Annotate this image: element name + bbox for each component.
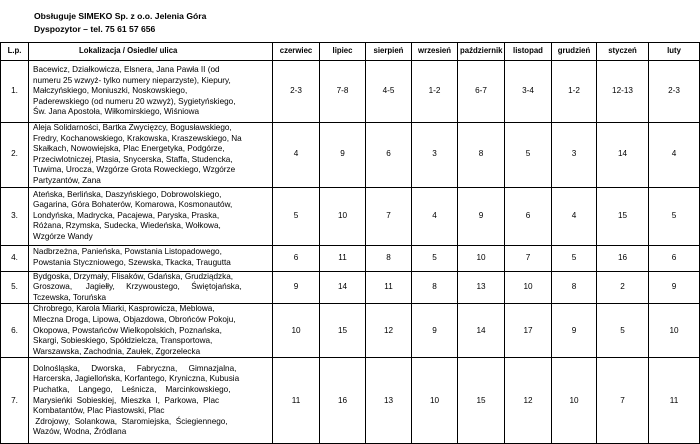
- header-row: [1, 43, 700, 61]
- row-number: 6.: [1, 304, 29, 358]
- value-grudzien: 3: [552, 123, 597, 188]
- value-listopad: 6: [505, 187, 552, 245]
- location-line: numeru 25 wzwyż- tylko numery nieparzyste), Kiepury,: [33, 75, 231, 85]
- location-cell: [29, 61, 273, 123]
- value-czerwiec: 2-3: [273, 61, 320, 123]
- value-listopad: 10: [505, 271, 552, 304]
- value-wrzesien: 10: [412, 358, 458, 444]
- value-listopad: 3-4: [505, 61, 552, 123]
- col-grudzien: grudzień: [552, 43, 597, 61]
- value-luty: 2-3: [649, 61, 700, 123]
- value-grudzien: 4: [552, 187, 597, 245]
- value-czerwiec: 9: [273, 271, 320, 304]
- location-line: Aleja Solidarności, Bartka Zwycięzcy, Bogusławskiego,: [33, 123, 232, 132]
- value-sierpien: 4-5: [366, 61, 412, 123]
- value-grudzien: 10: [552, 358, 597, 444]
- row-number: 7.: [1, 358, 29, 444]
- location-line: Fredry, Kochanowskiego, Krakowska, Kraszewskiego, Na: [33, 133, 242, 143]
- value-listopad: 5: [505, 123, 552, 188]
- location-line: Nadbrzeżna, Panieńska, Powstania Listopadowego,: [33, 247, 222, 257]
- location-line: Tczewska, Toruńska: [33, 292, 107, 302]
- row-number: 5.: [1, 271, 29, 304]
- value-grudzien: 1-2: [552, 61, 597, 123]
- location-line: Powstania Styczniowego, Szewska, Tkacka, Traugutta: [33, 258, 231, 268]
- location-line: Paderewskiego (od numeru 20 wzwyż), Sygietyńskiego,: [33, 96, 236, 106]
- value-pazdziernik: 9: [458, 187, 505, 245]
- value-pazdziernik: 10: [458, 245, 505, 271]
- row-number: 4.: [1, 245, 29, 271]
- location-line: Tuwima, Urocza, Wzgórze Grota Roweckiego, Wzgórze: [33, 165, 236, 175]
- row-number: 1.: [1, 61, 29, 123]
- location-line: Dolnośląska, Dworska, Fabryczna, Gimnazjalna,: [33, 363, 237, 373]
- operator-line: Obsługuje SIMEKO Sp. z o.o. Jelenia Góra: [34, 11, 207, 21]
- value-pazdziernik: 8: [458, 123, 505, 188]
- location-line: Chrobrego, Karola Miarki, Kasprowicza, Meblowa,: [33, 304, 215, 314]
- value-sierpien: 8: [366, 245, 412, 271]
- location-line: Wzgórze Wandy: [33, 231, 93, 241]
- location-line: Wazów, Wodna, Źródlana: [33, 427, 127, 437]
- col-location: Lokalizacja / Osiedle/ ulica: [29, 43, 273, 61]
- value-grudzien: 5: [552, 245, 597, 271]
- value-styczen: 15: [597, 187, 649, 245]
- col-wrzesien: wrzesień: [412, 43, 458, 61]
- value-styczen: 16: [597, 245, 649, 271]
- value-luty: 9: [649, 271, 700, 304]
- value-sierpien: 11: [366, 271, 412, 304]
- value-czerwiec: 4: [273, 123, 320, 188]
- value-lipiec: 10: [320, 187, 366, 245]
- table-row: [1, 61, 700, 123]
- value-wrzesien: 4: [412, 187, 458, 245]
- location-cell: [29, 358, 273, 444]
- value-lipiec: 9: [320, 123, 366, 188]
- location-line: Przeciwlotniczej, Ptasia, Snycerska, Staffa, Studencka,: [33, 154, 233, 164]
- value-lipiec: 15: [320, 304, 366, 358]
- value-styczen: 12-13: [597, 61, 649, 123]
- value-luty: 10: [649, 304, 700, 358]
- location-cell: [29, 123, 273, 188]
- col-czerwiec: czerwiec: [273, 43, 320, 61]
- value-wrzesien: 9: [412, 304, 458, 358]
- value-listopad: 12: [505, 358, 552, 444]
- location-cell: [29, 187, 273, 245]
- table-row: [1, 187, 700, 245]
- location-line: Bacewicz, Działkowicza, Elsnera, Jana Pawła II (od: [33, 65, 220, 75]
- location-line: Bydgoska, Drzymały, Flisaków, Gdańska, Grudziądzka,: [33, 271, 234, 281]
- location-line: Puchatka, Langego, Leśnicza, Marcinkowskiego,: [33, 384, 231, 394]
- location-cell: [29, 245, 273, 271]
- value-luty: 5: [649, 187, 700, 245]
- value-wrzesien: 8: [412, 271, 458, 304]
- location-line: Okopowa, Powstańców Wielkopolskich, Poznańska,: [33, 325, 222, 335]
- col-listopad: listopad: [505, 43, 552, 61]
- col-luty: luty: [649, 43, 700, 61]
- col-sierpien: sierpień: [366, 43, 412, 61]
- table-row: [1, 123, 700, 188]
- header-block: [34, 10, 206, 36]
- value-lipiec: 11: [320, 245, 366, 271]
- location-line: Harcerska, Jagiellońska, Korfantego, Kryniczna, Kubusia: [33, 374, 240, 384]
- location-cell: [29, 304, 273, 358]
- row-number: 3.: [1, 187, 29, 245]
- value-sierpien: 6: [366, 123, 412, 188]
- table-row: [1, 245, 700, 271]
- value-styczen: 14: [597, 123, 649, 188]
- value-sierpien: 13: [366, 358, 412, 444]
- location-line: Św. Jana Apostoła, Wiłkomirskiego, Wiśniowa: [33, 107, 200, 117]
- value-pazdziernik: 14: [458, 304, 505, 358]
- location-line: Groszowa, Jagiełły, Krzywoustego, Świętojańska,: [33, 282, 242, 292]
- col-lipiec: lipiec: [320, 43, 366, 61]
- value-sierpien: 12: [366, 304, 412, 358]
- table-row: [1, 304, 700, 358]
- value-czerwiec: 6: [273, 245, 320, 271]
- location-line: Kombatantów, Plac Piastowski, Plac: [33, 406, 165, 416]
- location-line: Mleczna Droga, Lipowa, Objazdowa, Obrońców Pokoju,: [33, 314, 236, 324]
- value-grudzien: 9: [552, 304, 597, 358]
- value-czerwiec: 5: [273, 187, 320, 245]
- location-line: Londyńska, Madrycka, Pacajewa, Paryska, Praska,: [33, 210, 220, 220]
- location-line: Warszawska, Zachodnia, Zaułek, Zgorzelecka: [33, 346, 201, 356]
- value-wrzesien: 5: [412, 245, 458, 271]
- value-sierpien: 7: [366, 187, 412, 245]
- location-line: Zdrojowy, Solankowa, Staromiejska, Ściegiennego,: [33, 416, 228, 426]
- value-pazdziernik: 13: [458, 271, 505, 304]
- value-czerwiec: 10: [273, 304, 320, 358]
- value-styczen: 2: [597, 271, 649, 304]
- col-styczen: styczeń: [597, 43, 649, 61]
- table-row: [1, 358, 700, 444]
- value-wrzesien: 3: [412, 123, 458, 188]
- location-line: Skargi, Sobieskiego, Spółdzielcza, Transportowa,: [33, 336, 213, 346]
- location-line: Różana, Rzymska, Sudecka, Wiedeńska, Wołkowa,: [33, 221, 221, 231]
- value-luty: 11: [649, 358, 700, 444]
- location-line: Partyzantów, Zana: [33, 175, 101, 185]
- location-line: Małczyńskiego, Moniuszki, Noskowskiego,: [33, 86, 188, 96]
- value-listopad: 17: [505, 304, 552, 358]
- value-listopad: 7: [505, 245, 552, 271]
- value-pazdziernik: 15: [458, 358, 505, 444]
- value-grudzien: 8: [552, 271, 597, 304]
- value-lipiec: 16: [320, 358, 366, 444]
- col-pazdziernik: październik: [458, 43, 505, 61]
- value-lipiec: 14: [320, 271, 366, 304]
- table-row: [1, 271, 700, 304]
- value-czerwiec: 11: [273, 358, 320, 444]
- col-lp: L.p.: [1, 43, 29, 61]
- value-pazdziernik: 6-7: [458, 61, 505, 123]
- location-line: Skałkach, Nowowiejska, Plac Energetyka, Podgórze,: [33, 144, 225, 154]
- value-styczen: 7: [597, 358, 649, 444]
- location-line: Ateńska, Berlińska, Daszyńskiego, Dobrowolskiego,: [33, 189, 222, 199]
- location-line: Gagarina, Góra Bohaterów, Komarowa, Kosmonautów,: [33, 200, 233, 210]
- value-lipiec: 7-8: [320, 61, 366, 123]
- value-luty: 4: [649, 123, 700, 188]
- value-wrzesien: 1-2: [412, 61, 458, 123]
- row-number: 2.: [1, 123, 29, 188]
- value-luty: 6: [649, 245, 700, 271]
- location-line: Marysieńki Sobieskiej, Mieszka I, Parkowa, Plac: [33, 395, 220, 405]
- schedule-table: [0, 42, 700, 444]
- location-cell: [29, 271, 273, 304]
- value-styczen: 5: [597, 304, 649, 358]
- dispatcher-line: Dyspozytor – tel. 75 61 57 656: [34, 24, 156, 34]
